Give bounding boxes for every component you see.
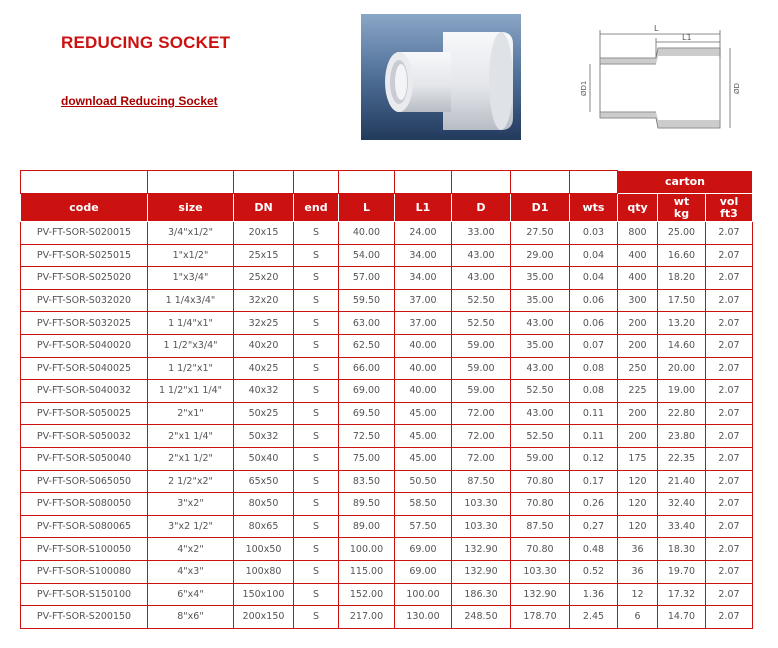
table-cell: 0.52 (570, 560, 618, 583)
table-cell: 21.40 (658, 470, 706, 493)
table-cell: 3"x2 1/2" (148, 515, 234, 538)
table-row (21, 380, 753, 403)
table-cell: 80x50 (234, 493, 294, 516)
table-cell: 132.90 (452, 538, 511, 561)
table-cell: 400 (618, 244, 658, 267)
table-cell: 2.07 (706, 244, 753, 267)
table-cell: 1 1/2"x1" (148, 357, 234, 380)
table-cell: 25x15 (234, 244, 294, 267)
table-row (21, 222, 753, 245)
table-cell: 57.50 (395, 515, 452, 538)
product-photo (361, 14, 521, 140)
header-dn: DN (234, 194, 294, 222)
table-cell: 152.00 (339, 583, 395, 606)
table-cell: 32.40 (658, 493, 706, 516)
table-cell: 22.35 (658, 447, 706, 470)
table-cell: 2.07 (706, 402, 753, 425)
table-cell: PV-FT-SOR-S025020 (21, 267, 148, 290)
table-cell: PV-FT-SOR-S032025 (21, 312, 148, 335)
table-cell: 52.50 (511, 425, 570, 448)
table-cell: PV-FT-SOR-S100080 (21, 560, 148, 583)
table-cell: 65x50 (234, 470, 294, 493)
drawing-label-d1: ØD1 (580, 80, 588, 96)
table-cell: 69.00 (339, 380, 395, 403)
table-cell: 87.50 (511, 515, 570, 538)
table-cell: 19.70 (658, 560, 706, 583)
table-cell: 34.00 (395, 244, 452, 267)
table-cell: 0.06 (570, 312, 618, 335)
table-cell: PV-FT-SOR-S020015 (21, 222, 148, 245)
table-cell: S (294, 244, 339, 267)
table-cell: S (294, 312, 339, 335)
table-cell: PV-FT-SOR-S040025 (21, 357, 148, 380)
header-l1: L1 (395, 194, 452, 222)
table-cell: 40.00 (395, 334, 452, 357)
table-cell: 115.00 (339, 560, 395, 583)
table-cell: 37.00 (395, 312, 452, 335)
table-cell: 50x32 (234, 425, 294, 448)
table-cell: 45.00 (395, 447, 452, 470)
table-row (21, 244, 753, 267)
table-cell: PV-FT-SOR-S100050 (21, 538, 148, 561)
header-wt-line1: wt (673, 194, 690, 208)
table-cell: 400 (618, 267, 658, 290)
table-cell: S (294, 357, 339, 380)
table-cell: 2.45 (570, 606, 618, 629)
table-cell: 33.00 (452, 222, 511, 245)
table-cell: 100.00 (339, 538, 395, 561)
table-cell: 186.30 (452, 583, 511, 606)
header-end: end (294, 194, 339, 222)
download-link[interactable]: download Reducing Socket (61, 94, 218, 108)
table-cell: 2.07 (706, 312, 753, 335)
table-cell: 4"x2" (148, 538, 234, 561)
table-cell: 24.00 (395, 222, 452, 245)
table-cell: PV-FT-SOR-S080050 (21, 493, 148, 516)
table-cell: 40x25 (234, 357, 294, 380)
header-d1: D1 (511, 194, 570, 222)
header-wt-line2: kg (673, 206, 690, 220)
table-cell: 59.00 (452, 357, 511, 380)
table-cell: PV-FT-SOR-S050032 (21, 425, 148, 448)
table-cell: 100x80 (234, 560, 294, 583)
table-cell: 1 1/4x3/4" (148, 289, 234, 312)
table-cell: PV-FT-SOR-S040032 (21, 380, 148, 403)
table-cell: 36 (618, 538, 658, 561)
table-cell: 0.07 (570, 334, 618, 357)
table-cell: 50x40 (234, 447, 294, 470)
table-cell: 100x50 (234, 538, 294, 561)
table-cell: 0.17 (570, 470, 618, 493)
table-cell: 35.00 (511, 289, 570, 312)
table-cell: 0.12 (570, 447, 618, 470)
table-cell: 69.00 (395, 538, 452, 561)
table-cell: 248.50 (452, 606, 511, 629)
table-cell: 2.07 (706, 515, 753, 538)
table-cell: 40x20 (234, 334, 294, 357)
table-cell: 12 (618, 583, 658, 606)
table-cell: 69.50 (339, 402, 395, 425)
table-cell: 2.07 (706, 538, 753, 561)
table-cell: 17.32 (658, 583, 706, 606)
table-cell: S (294, 470, 339, 493)
table-cell: 2.07 (706, 380, 753, 403)
table-cell: 8"x6" (148, 606, 234, 629)
table-cell: 225 (618, 380, 658, 403)
table-cell: 50.50 (395, 470, 452, 493)
table-cell: 59.50 (339, 289, 395, 312)
table-cell: 0.08 (570, 357, 618, 380)
table-row (21, 267, 753, 290)
table-cell: 0.03 (570, 222, 618, 245)
table-cell: 103.30 (452, 493, 511, 516)
table-cell: 72.00 (452, 447, 511, 470)
table-cell: 2.07 (706, 267, 753, 290)
table-cell: 6"x4" (148, 583, 234, 606)
table-cell: 52.50 (511, 380, 570, 403)
table-cell: 1 1/4"x1" (148, 312, 234, 335)
table-cell: PV-FT-SOR-S065050 (21, 470, 148, 493)
table-cell: PV-FT-SOR-S080065 (21, 515, 148, 538)
table-cell: 13.20 (658, 312, 706, 335)
table-row (21, 334, 753, 357)
drawing-label-l1: L1 (682, 33, 692, 42)
table-cell: 20.00 (658, 357, 706, 380)
table-cell: S (294, 222, 339, 245)
table-cell: S (294, 583, 339, 606)
table-cell: 2.07 (706, 583, 753, 606)
table-cell: 120 (618, 493, 658, 516)
table-cell: 34.00 (395, 267, 452, 290)
table-cell: 200 (618, 402, 658, 425)
table-cell: 2 1/2"x2" (148, 470, 234, 493)
table-cell: 120 (618, 470, 658, 493)
spec-table-body (21, 222, 753, 629)
table-row (21, 493, 753, 516)
table-cell: S (294, 267, 339, 290)
table-cell: 132.90 (511, 583, 570, 606)
table-cell: 45.00 (395, 402, 452, 425)
table-cell: 23.80 (658, 425, 706, 448)
table-cell: 2.07 (706, 222, 753, 245)
table-cell: 40x32 (234, 380, 294, 403)
table-cell: 17.50 (658, 289, 706, 312)
header-code: code (21, 194, 148, 222)
table-cell: 14.60 (658, 334, 706, 357)
table-cell: 200 (618, 334, 658, 357)
table-row (21, 470, 753, 493)
table-row (21, 538, 753, 561)
table-cell: 63.00 (339, 312, 395, 335)
table-cell: S (294, 402, 339, 425)
table-cell: 300 (618, 289, 658, 312)
table-cell: 54.00 (339, 244, 395, 267)
table-cell: 72.00 (452, 402, 511, 425)
table-cell: 2"x1 1/2" (148, 447, 234, 470)
table-cell: 45.00 (395, 425, 452, 448)
table-cell: 59.00 (452, 380, 511, 403)
table-cell: 40.00 (395, 357, 452, 380)
table-cell: 800 (618, 222, 658, 245)
table-cell: 29.00 (511, 244, 570, 267)
table-cell: 175 (618, 447, 658, 470)
table-cell: 200 (618, 312, 658, 335)
table-cell: 19.00 (658, 380, 706, 403)
table-cell: 72.00 (452, 425, 511, 448)
table-cell: 217.00 (339, 606, 395, 629)
table-cell: 89.00 (339, 515, 395, 538)
table-cell: 2.07 (706, 289, 753, 312)
table-cell: PV-FT-SOR-S050025 (21, 402, 148, 425)
table-cell: S (294, 606, 339, 629)
table-cell: S (294, 493, 339, 516)
table-cell: 43.00 (452, 244, 511, 267)
table-cell: 200 (618, 425, 658, 448)
table-cell: 2.07 (706, 447, 753, 470)
table-cell: 58.50 (395, 493, 452, 516)
header-d: D (452, 194, 511, 222)
table-cell: 2.07 (706, 560, 753, 583)
table-row (21, 289, 753, 312)
table-row (21, 312, 753, 335)
table-cell: 50x25 (234, 402, 294, 425)
table-cell: 0.11 (570, 425, 618, 448)
table-cell: 59.00 (452, 334, 511, 357)
header-vol (706, 194, 753, 222)
header-qty: qty (618, 194, 658, 222)
table-cell: S (294, 560, 339, 583)
table-cell: 6 (618, 606, 658, 629)
drawing-label-d: ØD (733, 83, 741, 94)
table-cell: 43.00 (511, 312, 570, 335)
table-cell: 0.11 (570, 402, 618, 425)
table-cell: 2.07 (706, 493, 753, 516)
table-row (21, 402, 753, 425)
table-cell: 52.50 (452, 289, 511, 312)
table-cell: S (294, 289, 339, 312)
table-cell: PV-FT-SOR-S200150 (21, 606, 148, 629)
table-cell: 1.36 (570, 583, 618, 606)
table-cell: 200x150 (234, 606, 294, 629)
table-cell: 18.30 (658, 538, 706, 561)
table-cell: 52.50 (452, 312, 511, 335)
table-cell: 0.27 (570, 515, 618, 538)
table-cell: S (294, 538, 339, 561)
table-cell: 89.50 (339, 493, 395, 516)
table-cell: 32x20 (234, 289, 294, 312)
table-cell: PV-FT-SOR-S025015 (21, 244, 148, 267)
table-row (21, 583, 753, 606)
table-cell: PV-FT-SOR-S150100 (21, 583, 148, 606)
carton-header: carton (618, 171, 753, 194)
table-cell: 20x15 (234, 222, 294, 245)
table-cell: 83.50 (339, 470, 395, 493)
table-cell: 2.07 (706, 470, 753, 493)
table-cell: 0.04 (570, 244, 618, 267)
header-wts: wts (570, 194, 618, 222)
table-cell: S (294, 447, 339, 470)
table-cell: 3"x2" (148, 493, 234, 516)
table-cell: 75.00 (339, 447, 395, 470)
table-cell: 37.00 (395, 289, 452, 312)
table-cell: 66.00 (339, 357, 395, 380)
table-cell: S (294, 515, 339, 538)
table-cell: 178.70 (511, 606, 570, 629)
table-cell: 2.07 (706, 425, 753, 448)
table-cell: 35.00 (511, 334, 570, 357)
table-cell: 43.00 (511, 402, 570, 425)
table-cell: 43.00 (452, 267, 511, 290)
table-cell: 25.00 (658, 222, 706, 245)
table-row (21, 515, 753, 538)
table-cell: 2.07 (706, 334, 753, 357)
drawing-label-l: L (654, 24, 659, 33)
table-cell: 36 (618, 560, 658, 583)
table-cell: 4"x3" (148, 560, 234, 583)
table-cell: 1 1/2"x3/4" (148, 334, 234, 357)
table-cell: 0.04 (570, 267, 618, 290)
table-cell: S (294, 380, 339, 403)
table-cell: 0.08 (570, 380, 618, 403)
table-cell: 250 (618, 357, 658, 380)
table-cell: 120 (618, 515, 658, 538)
table-row (21, 447, 753, 470)
table-cell: 3/4"x1/2" (148, 222, 234, 245)
header-size: size (148, 194, 234, 222)
table-cell: 43.00 (511, 357, 570, 380)
table-cell: 32x25 (234, 312, 294, 335)
dimension-drawing (576, 22, 742, 136)
table-cell: 14.70 (658, 606, 706, 629)
table-cell: 72.50 (339, 425, 395, 448)
table-cell: 100.00 (395, 583, 452, 606)
header-l: L (339, 194, 395, 222)
table-cell: 25x20 (234, 267, 294, 290)
header-wt (658, 194, 706, 222)
table-cell: 2.07 (706, 606, 753, 629)
page-title: REDUCING SOCKET (61, 33, 231, 52)
table-cell: 130.00 (395, 606, 452, 629)
table-cell: S (294, 425, 339, 448)
table-cell: 87.50 (452, 470, 511, 493)
table-cell: 1"x1/2" (148, 244, 234, 267)
table-cell: 2"x1" (148, 402, 234, 425)
table-cell: 70.80 (511, 493, 570, 516)
table-cell: 59.00 (511, 447, 570, 470)
table-cell: 35.00 (511, 267, 570, 290)
table-cell: 2"x1 1/4" (148, 425, 234, 448)
table-cell: PV-FT-SOR-S032020 (21, 289, 148, 312)
table-cell: S (294, 334, 339, 357)
table-cell: 33.40 (658, 515, 706, 538)
table-cell: 1 1/2"x1 1/4" (148, 380, 234, 403)
table-cell: 27.50 (511, 222, 570, 245)
table-cell: 1"x3/4" (148, 267, 234, 290)
table-cell: 0.48 (570, 538, 618, 561)
header-vol-line2: ft3 (720, 206, 738, 220)
table-cell: 80x65 (234, 515, 294, 538)
table-cell: 40.00 (395, 380, 452, 403)
table-cell: 70.80 (511, 538, 570, 561)
table-cell: 69.00 (395, 560, 452, 583)
table-cell: 0.06 (570, 289, 618, 312)
table-cell: 57.00 (339, 267, 395, 290)
table-cell: 132.90 (452, 560, 511, 583)
table-cell: PV-FT-SOR-S040020 (21, 334, 148, 357)
table-cell: 2.07 (706, 357, 753, 380)
table-cell: 0.26 (570, 493, 618, 516)
spec-table (20, 170, 753, 629)
table-cell: 70.80 (511, 470, 570, 493)
table-cell: 22.80 (658, 402, 706, 425)
table-row (21, 357, 753, 380)
table-row (21, 425, 753, 448)
table-cell: 103.30 (511, 560, 570, 583)
table-cell: PV-FT-SOR-S050040 (21, 447, 148, 470)
header-vol-line1: vol (719, 194, 739, 208)
table-cell: 62.50 (339, 334, 395, 357)
table-cell: 150x100 (234, 583, 294, 606)
table-cell: 103.30 (452, 515, 511, 538)
table-cell: 16.60 (658, 244, 706, 267)
table-cell: 40.00 (339, 222, 395, 245)
table-row (21, 560, 753, 583)
table-cell: 18.20 (658, 267, 706, 290)
table-row (21, 606, 753, 629)
